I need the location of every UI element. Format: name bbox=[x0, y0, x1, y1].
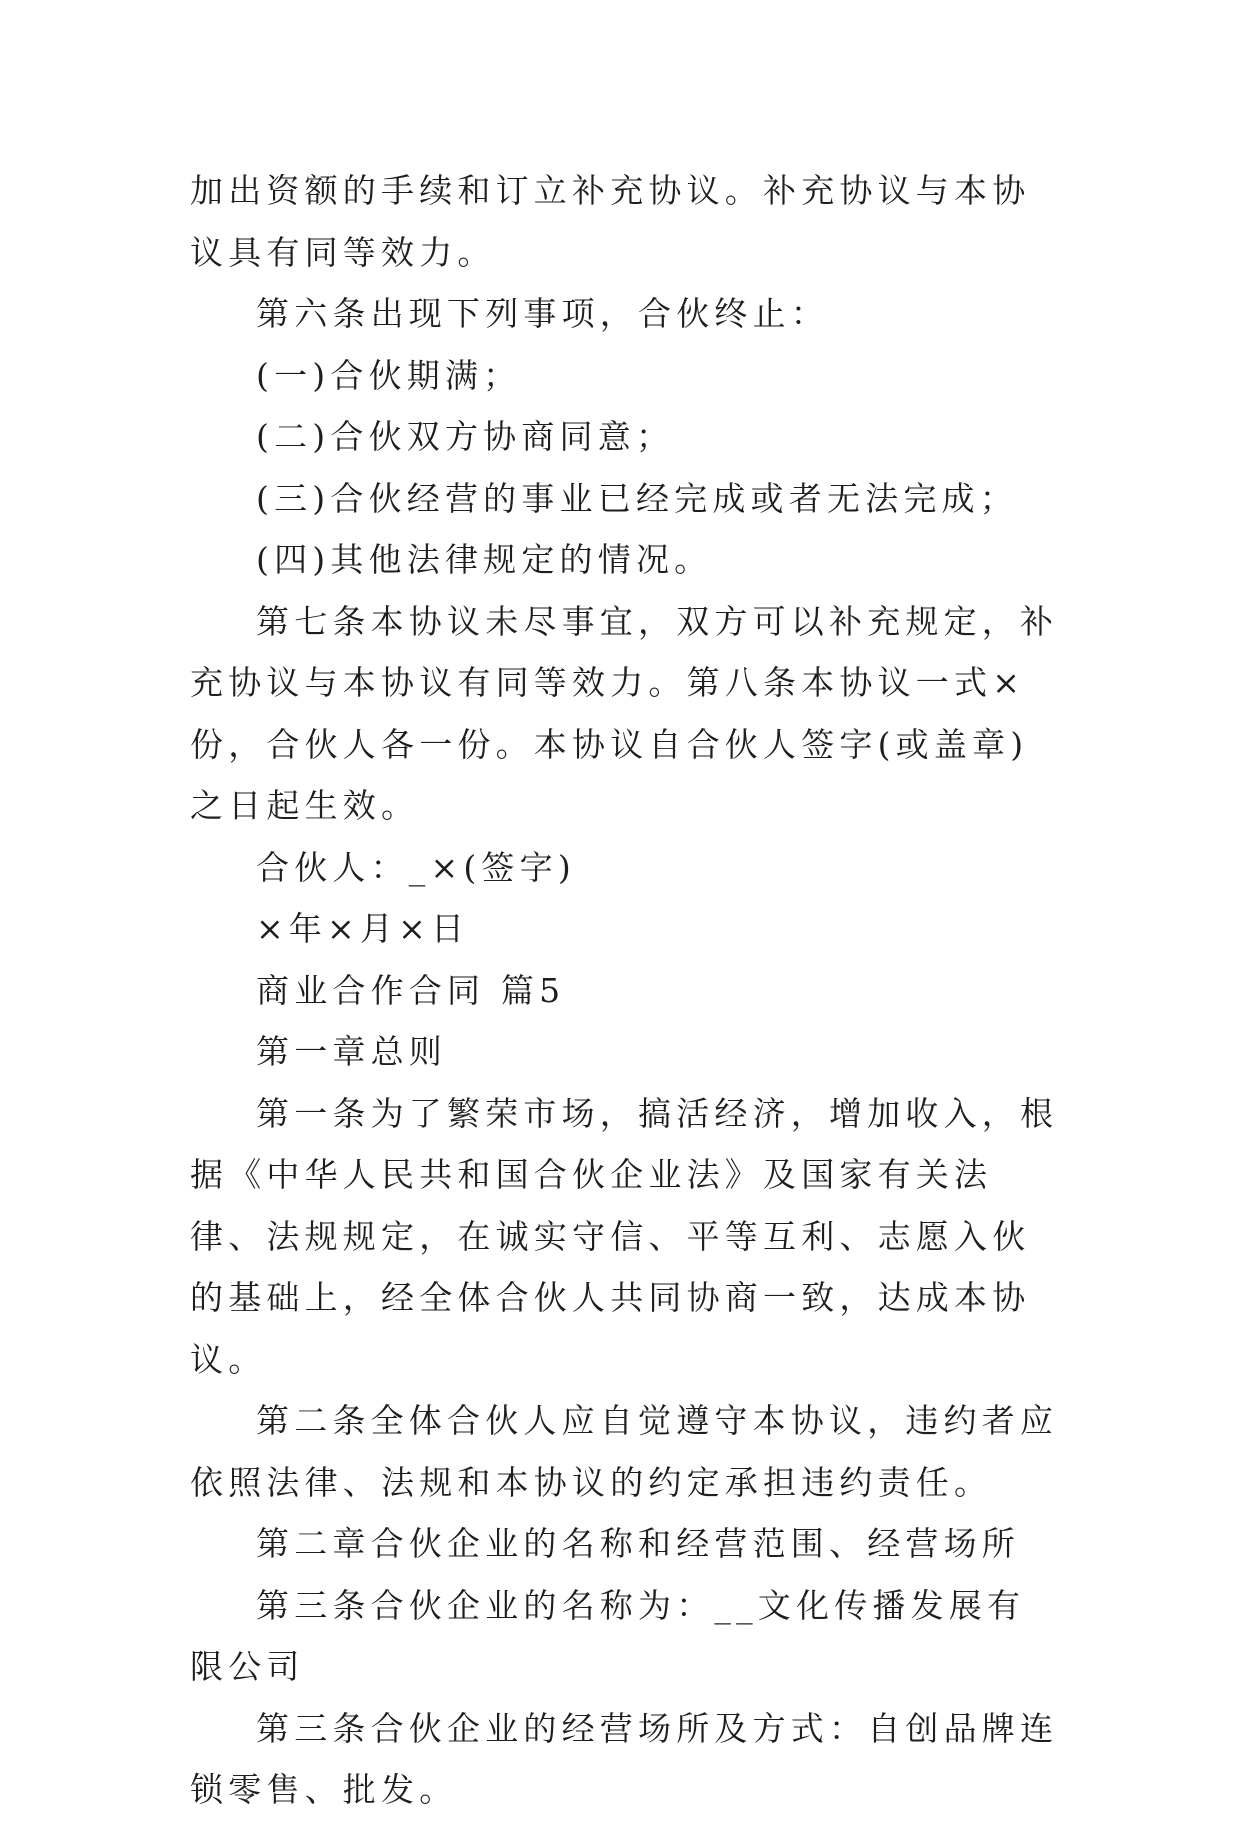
article-7-8-paragraph: 第七条本协议未尽事宜，双方可以补充规定，补充协议与本协议有同等效力。第八条本协议一式×份，合伙人各一份。本协议自合伙人签字(或盖章)之日起生效。 bbox=[190, 601, 1059, 825]
list-item-4: (四)其他法律规定的情况。 bbox=[256, 540, 713, 579]
article-1-paragraph: 第一条为了繁荣市场，搞活经济，增加收入，根据《中华人民共和国合伙企业法》及国家有关法律、法规规定，在诚实守信、平等互利、志愿入伙的基础上，经全体合伙人共同协商一致，达成本协议。 bbox=[190, 1093, 1059, 1379]
section-title: 商业合作合同 篇5 bbox=[256, 970, 566, 1010]
partner-signature-line: 合伙人：_×(签字) bbox=[256, 847, 576, 887]
paragraph-continuation: 加出资额的手续和订立补充协议。补充协议与本协议具有同等效力。 bbox=[190, 171, 1031, 272]
chapter-2-heading: 第二章合伙企业的名称和经营范围、经营场所 bbox=[256, 1524, 1020, 1563]
article-3-name-paragraph: 第三条合伙企业的名称为：__文化传播发展有限公司 bbox=[190, 1585, 1026, 1686]
list-item-3: (三)合伙经营的事业已经完成或者无法完成； bbox=[256, 478, 1018, 518]
article-2-paragraph: 第二条全体合伙人应自觉遵守本协议，违约者应依照法律、法规和本协议的约定承担违约责任。 bbox=[190, 1401, 1059, 1502]
date-line: ×年×月×日 bbox=[256, 909, 470, 948]
list-item-1: (一)合伙期满； bbox=[256, 355, 522, 395]
article-6-heading: 第六条出现下列事项，合伙终止： bbox=[256, 294, 829, 333]
document-body bbox=[190, 160, 1060, 1821]
article-3-premises-paragraph: 第三条合伙企业的经营场所及方式：自创品牌连锁零售、批发。 bbox=[190, 1708, 1059, 1809]
chapter-1-heading: 第一章总则 bbox=[256, 1032, 447, 1071]
list-item-2: (二)合伙双方协商同意； bbox=[256, 417, 675, 456]
